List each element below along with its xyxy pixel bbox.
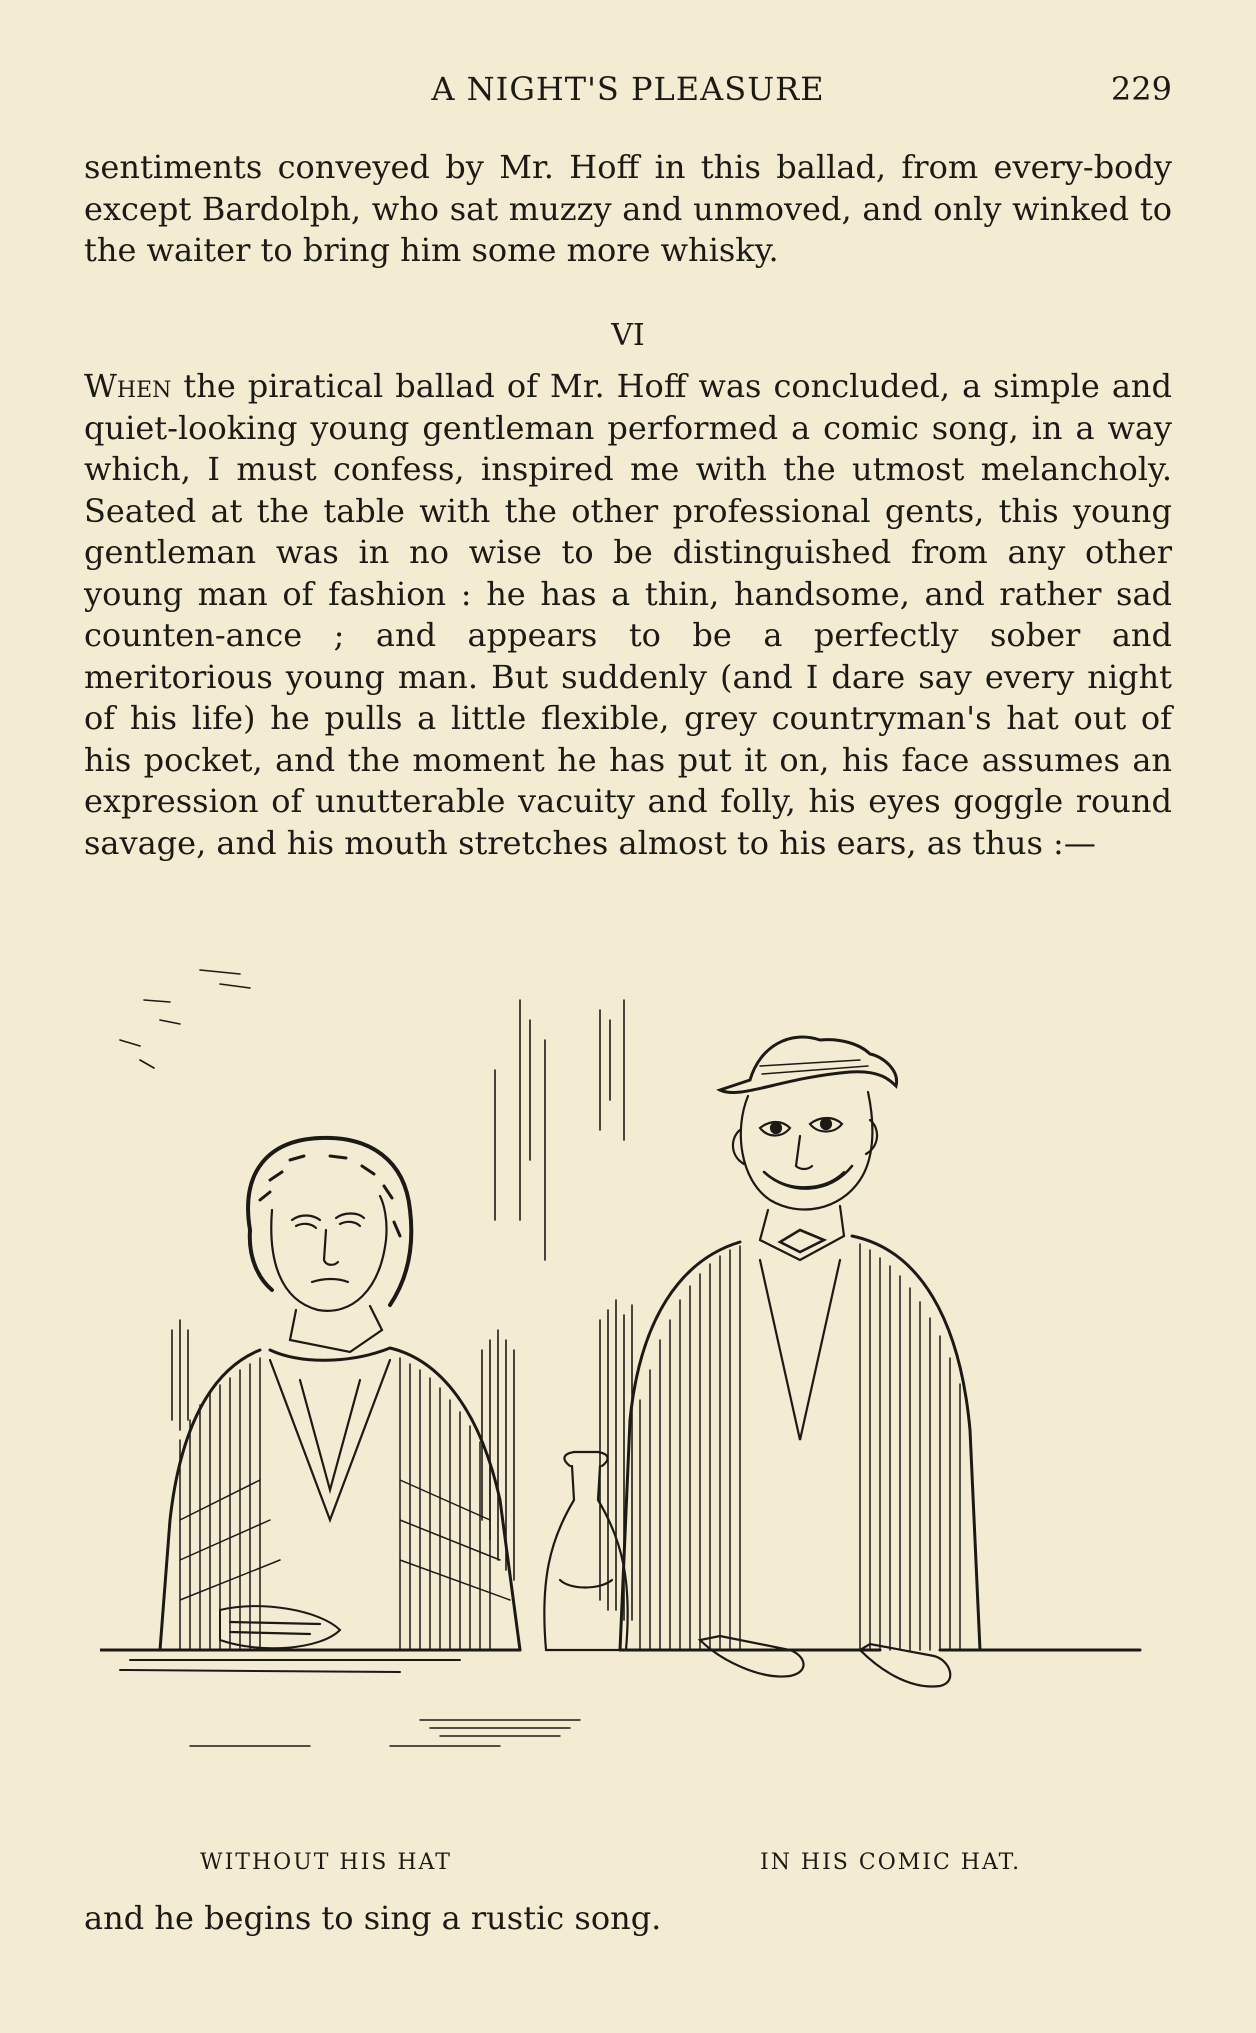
figure-without-hat: [160, 1138, 520, 1650]
paragraph-continued: [84, 147, 1172, 272]
paragraph-text: sentiments conveyed by Mr. Hoff in this ballad, from every-body except Bardolph, who sat muzzy and unmoved, and only winked to the waiter to bring him some more whisky.: [84, 148, 1172, 269]
paragraph-body: the piratical ballad of Mr. Hoff was concluded, a simple and quiet-looking young gentleman performed a comic song, in a way which, I must confess, inspired me with the utmost melancholy. Seated at the table with the other professional gents, this young gentleman was in no wise to be distinguished from any other young man of fashion : he has a thin, handsome, and rather sad counten-ance ; and appears to be a perfectly sober and meritorious young man. But suddenly (and I dare say every night of his life) he pulls a little flexible, grey countryman's hat out of his pocket, and the moment he has put it on, his face assumes an expression of unutterable vacuity and folly, his eyes goggle round savage, and his mouth stretches almost to his ears, as thus :—: [84, 367, 1172, 862]
engraving-illustration: [100, 960, 1160, 1860]
background-hatching: [120, 970, 632, 1620]
running-head: [84, 70, 1172, 114]
figure-with-comic-hat: [620, 1037, 980, 1686]
page-number: 229: [1110, 70, 1172, 108]
caption-comic-hat: IN HIS COMIC HAT.: [760, 1850, 1022, 1875]
lead-word: When: [84, 367, 172, 405]
caption-without-hat: WITHOUT HIS HAT: [200, 1850, 452, 1875]
bottle: [544, 1452, 627, 1650]
paragraph-after-illustration: [84, 1898, 1172, 1940]
section-number: VI: [611, 318, 645, 353]
paragraph-section-vi: [84, 366, 1172, 864]
paragraph-text: and he begins to sing a rustic song.: [84, 1899, 662, 1937]
running-title: A NIGHT'S PLEASURE: [431, 70, 825, 108]
paragraph-text: [84, 366, 1172, 864]
